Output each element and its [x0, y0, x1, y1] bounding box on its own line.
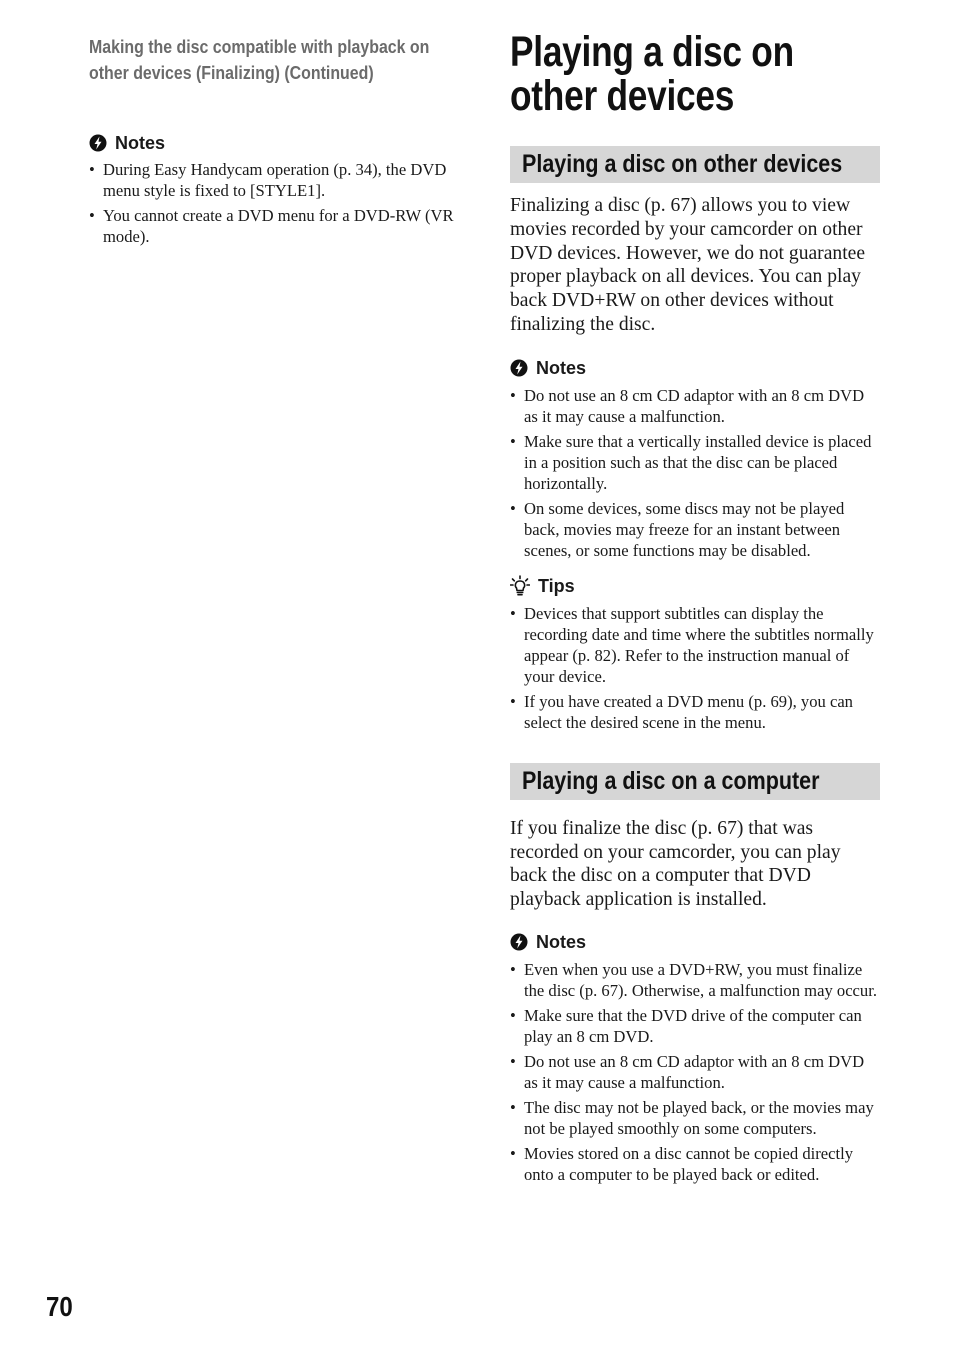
- note-caution-icon: [510, 359, 528, 377]
- tips-list: [510, 603, 880, 733]
- tips-label: Tips: [538, 575, 575, 596]
- list-item: • During Easy Handycam operation (p. 34), the DVD menu style is fixed to [STYLE1].: [89, 159, 464, 201]
- section-body: Finalizing a disc (p. 67) allows you to view movies recorded by your camcorder on other DVD devices. However, we do not guarantee proper playback on all devices. You can play back DVD+RW on other devices without finalizing the disc.: [510, 195, 866, 335]
- left-notes-list: [89, 159, 464, 247]
- notes-heading: [510, 357, 880, 379]
- section-heading-label: Playing a disc on a computer: [522, 766, 820, 795]
- list-item: • Make sure that the DVD drive of the computer can play an 8 cm DVD.: [510, 1005, 880, 1047]
- notes-list: [510, 959, 880, 1185]
- list-item: • Even when you use a DVD+RW, you must finalize the disc (p. 67). Otherwise, a malfunction may occur.: [510, 959, 880, 1001]
- notes-heading: [510, 931, 880, 953]
- list-item: • The disc may not be played back, or the movies may not be played smoothly on some computers.: [510, 1097, 880, 1139]
- left-column: [89, 34, 464, 251]
- note-caution-icon: [89, 134, 107, 152]
- tips-heading: [510, 575, 880, 597]
- list-item: • On some devices, some discs may not be played back, movies may freeze for an instant between scenes, or some functions may be disabled.: [510, 498, 880, 561]
- section-heading-other-devices: [510, 146, 880, 183]
- section-body: If you finalize the disc (p. 67) that was recorded on your camcorder, you can play back the disc on a computer that DVD playback application is installed.: [510, 817, 841, 911]
- list-item: • Do not use an 8 cm CD adaptor with an 8 cm DVD as it may cause a malfunction.: [510, 1051, 880, 1093]
- notes-label: Notes: [536, 931, 587, 952]
- page-title: Playing a disc on other devices: [510, 28, 794, 120]
- section-heading-computer: [510, 763, 880, 800]
- list-item: • If you have created a DVD menu (p. 69), you can select the desired scene in the menu.: [510, 691, 880, 733]
- list-item: • Devices that support subtitles can display the recording date and time where the subtitles normally appear (p. 82). Refer to the instruction manual of your device.: [510, 603, 880, 687]
- notes-list: [510, 385, 880, 561]
- page-number: 70: [46, 1291, 73, 1322]
- section-heading-label: Playing a disc on other devices: [522, 150, 843, 178]
- right-column: [510, 30, 880, 1189]
- list-item: • Movies stored on a disc cannot be copied directly onto a computer to be played back or edited.: [510, 1143, 880, 1185]
- notes-label: Notes: [115, 133, 166, 153]
- notes-label: Notes: [536, 357, 587, 378]
- running-head: Making the disc compatible with playback on other devices (Finalizing) (Continued): [89, 36, 430, 83]
- list-item: • Do not use an 8 cm CD adaptor with an 8 cm DVD as it may cause a malfunction.: [510, 385, 880, 427]
- list-item: • Make sure that a vertically installed device is placed in a position such as that the disc can be placed horizontally.: [510, 431, 880, 494]
- list-item: • You cannot create a DVD menu for a DVD-RW (VR mode).: [89, 205, 464, 247]
- left-notes-heading: [89, 132, 464, 154]
- note-caution-icon: [510, 933, 528, 951]
- lightbulb-tip-icon: [510, 575, 530, 597]
